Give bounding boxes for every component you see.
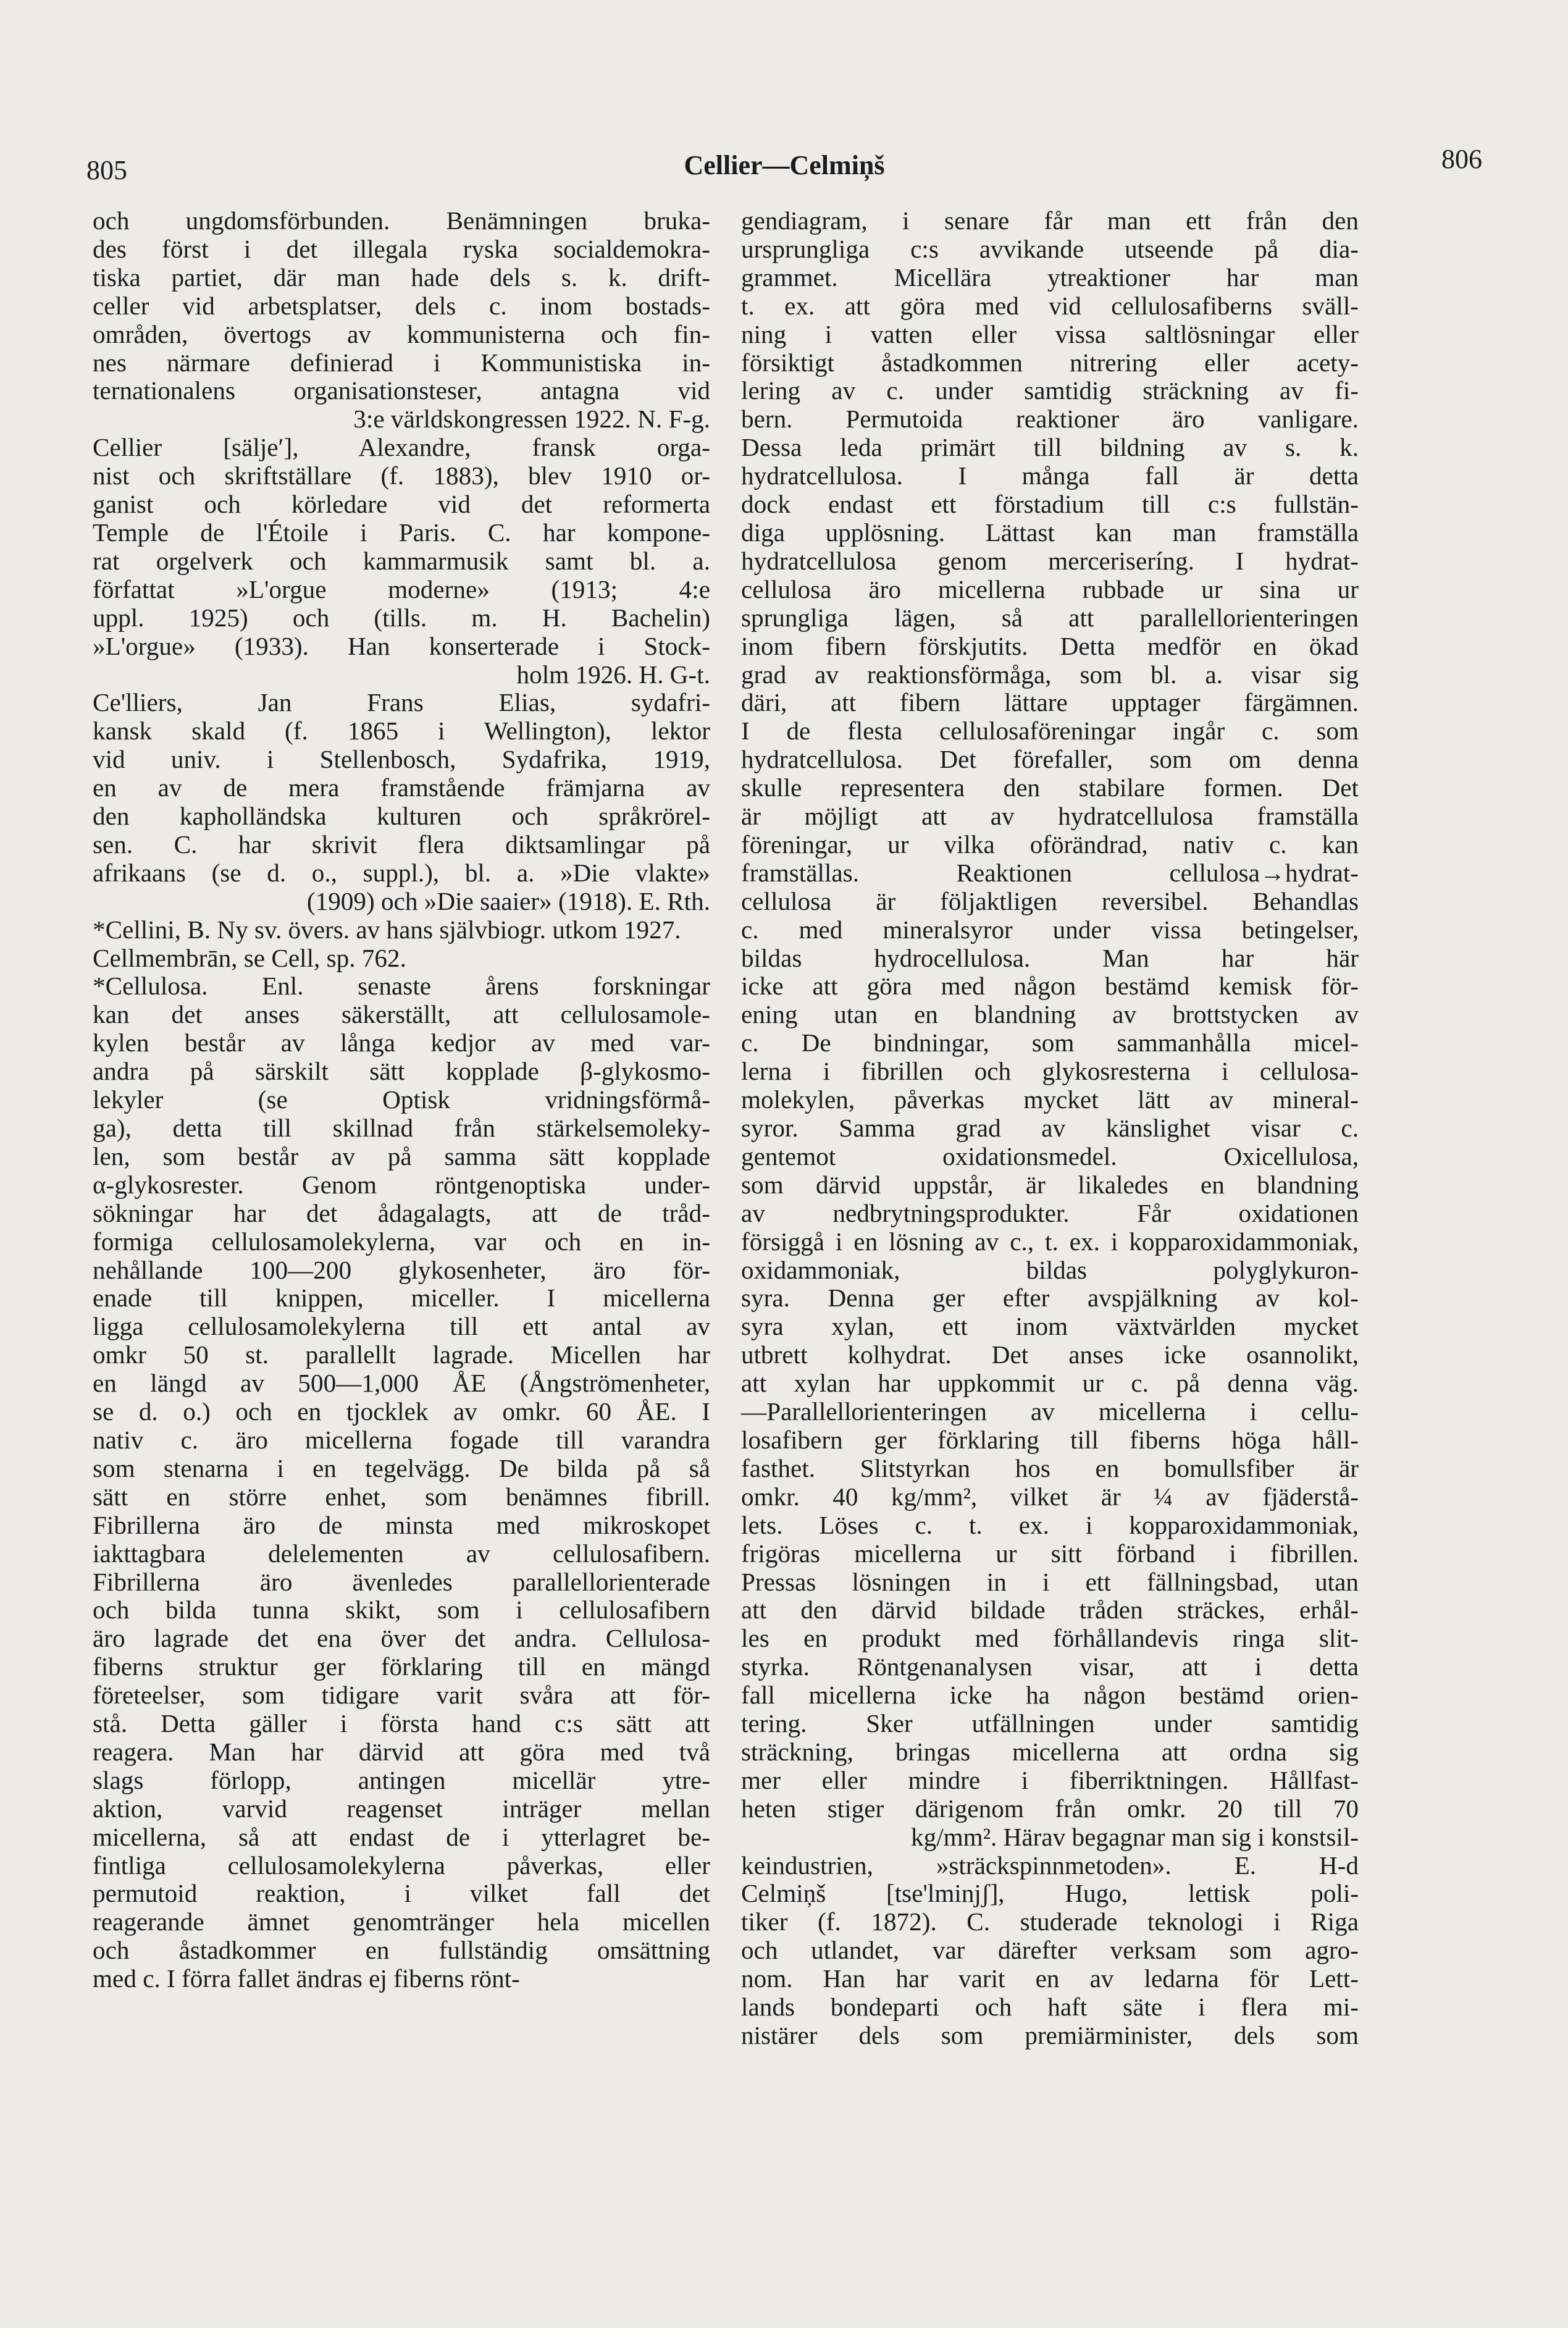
text-line: reagera. Man har därvid att göra med två bbox=[93, 1737, 710, 1766]
text-line: lets. Löses c. t. ex. i kopparoxidammoniak, bbox=[741, 1510, 1359, 1539]
text-line: dock endast ett förstadium till c:s fullstän- bbox=[741, 490, 1359, 519]
text-line: c. De bindningar, som sammanhålla micel- bbox=[741, 1028, 1359, 1057]
text-line: uppl. 1925) och (tills. m. H. Bachelin) bbox=[93, 603, 710, 632]
text-line: av nedbrytningsprodukter. Får oxidationen bbox=[741, 1198, 1359, 1227]
text-line: micellerna, så att endast de i ytterlagret be- bbox=[93, 1822, 710, 1851]
text-line: är möjligt att av hydratcellulosa framställa bbox=[741, 802, 1359, 831]
text-line: ligga cellulosamolekylerna till ett antal av bbox=[93, 1312, 710, 1341]
text-line: och bilda tunna skikt, som i cellulosafibern bbox=[93, 1595, 710, 1624]
text-line: frigöras micellerna ur sitt förband i fibrillen. bbox=[741, 1539, 1359, 1568]
text-line: kylen består av långa kedjor av med var- bbox=[93, 1028, 710, 1057]
text-line: fintliga cellulosamolekylerna påverkas, eller bbox=[93, 1851, 710, 1880]
text-line: heten stiger därigenom från omkr. 20 till 70 bbox=[741, 1794, 1359, 1823]
text-line: cellulosa är följaktligen reversibel. Behandlas bbox=[741, 886, 1359, 915]
text-line: föreningar, ur vilka oförändrad, nativ c. kan bbox=[741, 830, 1359, 859]
text-line: att xylan har uppkommit ur c. på denna väg. bbox=[741, 1369, 1359, 1398]
text-line: lerna i fibrillen och glykosresterna i cellulosa- bbox=[741, 1057, 1359, 1086]
text-line: slags förlopp, antingen micellär ytre- bbox=[93, 1765, 710, 1794]
text-line: fall micellerna icke ha någon bestämd orien- bbox=[741, 1681, 1359, 1710]
text-line: fiberns struktur ger förklaring till en mängd bbox=[93, 1652, 710, 1681]
text-line: som därvid uppstår, är likaledes en blandning bbox=[741, 1170, 1359, 1199]
text-line: holm 1926. H. G-t. bbox=[516, 660, 710, 689]
text-line: framställas. Reaktionen cellulosa→hydrat- bbox=[741, 858, 1359, 887]
text-line: gentemot oxidationsmedel. Oxicellulosa, bbox=[741, 1141, 1359, 1170]
page-header bbox=[86, 143, 1482, 193]
text-line: permutoid reaktion, i vilket fall det bbox=[93, 1879, 710, 1908]
text-line: och åstadkommer en fullständig omsättning bbox=[93, 1936, 710, 1965]
text-line: och ungdomsförbunden. Benämningen bruka- bbox=[93, 206, 710, 235]
text-line: vid univ. i Stellenbosch, Sydafrika, 1919, bbox=[93, 745, 710, 774]
text-line: andra på särskilt sätt kopplade β-glykosmo- bbox=[93, 1057, 710, 1086]
text-line: len, som består av på samma sätt kopplade bbox=[93, 1141, 710, 1170]
text-line: hydratcellulosa genom merceriseríng. I hydrat- bbox=[741, 546, 1359, 575]
text-line: cellulosa äro micellerna rubbade ur sina ur bbox=[741, 574, 1359, 603]
text-line: sökningar har det ådagalagts, att de tråd- bbox=[93, 1198, 710, 1227]
text-line: Pressas lösningen in i ett fällningsbad, utan bbox=[741, 1567, 1359, 1596]
text-line: lering av c. under samtidig sträckning av fi- bbox=[741, 376, 1359, 405]
text-line: aktion, varvid reagenset inträger mellan bbox=[93, 1794, 710, 1823]
text-line: tiska partiet, där man hade dels s. k. drift- bbox=[93, 263, 710, 292]
text-line: I de flesta cellulosaföreningar ingår c. som bbox=[741, 716, 1359, 746]
text-line: syra xylan, ett inom växtvärlden mycket bbox=[741, 1312, 1359, 1341]
text-line: afrikaans (se d. o., suppl.), bl. a. »Die vlakte» bbox=[93, 858, 710, 887]
text-line: sätt en större enhet, som benämnes fibrill. bbox=[93, 1482, 710, 1511]
page-number-right: 806 bbox=[1441, 144, 1482, 174]
text-line: Fibrillerna äro de minsta med mikroskopet bbox=[93, 1510, 710, 1539]
text-line: mer eller mindre i fiberriktningen. Hållfast- bbox=[741, 1765, 1359, 1794]
text-line: med c. I förra fallet ändras ej fiberns rönt- bbox=[93, 1964, 520, 1993]
text-line: diga upplösning. Lättast kan man framställa bbox=[741, 518, 1359, 547]
text-line: Temple de l'Étoile i Paris. C. har kompone- bbox=[93, 518, 710, 547]
text-line: tiker (f. 1872). C. studerade teknologi i Riga bbox=[741, 1907, 1359, 1936]
text-line: inom fibern förskjutits. Detta medför en ökad bbox=[741, 631, 1359, 660]
text-line: losafibern ger förklaring till fiberns höga håll- bbox=[741, 1425, 1359, 1454]
text-line: iakttagbara delelementen av cellulosafibern. bbox=[93, 1539, 710, 1568]
text-line: som stenarna i en tegelvägg. De bilda på så bbox=[93, 1453, 710, 1482]
text-line: sen. C. har skrivit flera diktsamlingar på bbox=[93, 830, 710, 859]
text-line: Dessa leda primärt till bildning av s. k. bbox=[741, 433, 1359, 462]
text-line: företeelser, som tidigare varit svåra att för- bbox=[93, 1681, 710, 1710]
text-line: nist och skriftställare (f. 1883), blev 1910 or- bbox=[93, 461, 710, 490]
text-line: »L'orgue» (1933). Han konserterade i Stock- bbox=[93, 631, 710, 660]
text-line: gendiagram, i senare får man ett från den bbox=[741, 206, 1359, 235]
text-line: grammet. Micellära ytreaktioner har man bbox=[741, 263, 1359, 292]
text-line: nom. Han har varit en av ledarna för Lett- bbox=[741, 1964, 1359, 1993]
text-line: däri, att fibern lättare upptager färgämnen. bbox=[741, 688, 1359, 717]
text-line: *Cellini, B. Ny sv. övers. av hans självbiogr. utkom 1927. bbox=[93, 915, 681, 944]
text-line: utbrett kolhydrat. Det anses icke osannolikt, bbox=[741, 1340, 1359, 1369]
text-line: Cellier [sälje′], Alexandre, fransk orga- bbox=[93, 433, 710, 462]
text-line: och utlandet, var därefter verksam som agro- bbox=[741, 1936, 1359, 1965]
text-line: försiktigt åstadkommen nitrering eller acety- bbox=[741, 348, 1359, 377]
text-line: (1909) och »Die saaier» (1918). E. Rth. bbox=[306, 886, 710, 915]
text-line: tering. Sker utfällningen under samtidig bbox=[741, 1709, 1359, 1738]
text-line: Celmiņš [tse'lminjʃ], Hugo, lettisk poli- bbox=[741, 1879, 1359, 1908]
text-line: författat »L'orgue moderne» (1913; 4:e bbox=[93, 574, 710, 603]
text-line: kansk skald (f. 1865 i Wellington), lektor bbox=[93, 716, 710, 746]
text-line: att den därvid bildade tråden sträckes, erhål- bbox=[741, 1595, 1359, 1624]
text-line: nes närmare definierad i Kommunistiska in- bbox=[93, 348, 710, 377]
text-line: sträckning, bringas micellerna att ordna sig bbox=[741, 1737, 1359, 1766]
text-line: ternationalens organisationsteser, antagna vid bbox=[93, 376, 710, 405]
text-line: äro lagrade det ena över det andra. Cellulosa- bbox=[93, 1624, 710, 1653]
text-line: rat orgelverk och kammarmusik samt bl. a. bbox=[93, 546, 710, 575]
left-column bbox=[93, 207, 710, 1993]
text-line: Cellmembrān, se Cell, sp. 762. bbox=[93, 943, 406, 972]
text-line: Ce'lliers, Jan Frans Elias, sydafri- bbox=[93, 688, 710, 717]
text-line: oxidammoniak, bildas polyglykuron- bbox=[741, 1255, 1359, 1284]
text-line: les en produkt med förhållandevis ringa slit- bbox=[741, 1624, 1359, 1653]
text-line: ning i vatten eller vissa saltlösningar eller bbox=[741, 319, 1359, 348]
text-line: formiga cellulosamolekylerna, var och en in- bbox=[93, 1227, 710, 1256]
text-line: försiggå i en lösning av c., t. ex. i kopparoxidammoniak, bbox=[741, 1227, 1359, 1256]
text-line: grad av reaktionsförmåga, som bl. a. visar sig bbox=[741, 660, 1359, 689]
text-line: en längd av 500—1,000 ÅE (Ångströmenheter, bbox=[93, 1369, 710, 1398]
text-line: omkr 50 st. parallellt lagrade. Micellen har bbox=[93, 1340, 710, 1369]
text-line: —Parallellorienteringen av micellerna i cellu- bbox=[741, 1397, 1359, 1426]
text-line: 3:e världskongressen 1922. N. F-g. bbox=[353, 405, 710, 434]
text-line: ga), detta till skillnad från stärkelsemoleky- bbox=[93, 1114, 710, 1142]
right-column bbox=[741, 207, 1359, 2050]
text-line: fasthet. Slitstyrkan hos en bomullsfiber är bbox=[741, 1453, 1359, 1482]
text-line: hydratcellulosa. Det förefaller, som om denna bbox=[741, 745, 1359, 774]
text-line: ening utan en blandning av brottstycken av bbox=[741, 1000, 1359, 1029]
text-line: molekylen, påverkas mycket lätt av mineral- bbox=[741, 1085, 1359, 1114]
text-line: skulle representera den stabilare formen. Det bbox=[741, 773, 1359, 802]
text-line: enade till knippen, miceller. I micellerna bbox=[93, 1284, 710, 1313]
text-line: nativ c. äro micellerna fogade till varandra bbox=[93, 1425, 710, 1454]
text-line: des först i det illegala ryska socialdemokra- bbox=[93, 234, 710, 263]
text-line: nistärer dels som premiärminister, dels som bbox=[741, 2021, 1359, 2049]
text-line: stå. Detta gäller i första hand c:s sätt att bbox=[93, 1709, 710, 1738]
text-line: den kapholländska kulturen och språkrörel- bbox=[93, 802, 710, 831]
text-line: ursprungliga c:s avvikande utseende på dia- bbox=[741, 234, 1359, 263]
text-line: kg/mm². Härav begagnar man sig i konstsil- bbox=[911, 1822, 1359, 1851]
text-line: c. med mineralsyror under vissa betingelser, bbox=[741, 915, 1359, 944]
page-number-left: 805 bbox=[86, 155, 127, 185]
text-line: sprungliga lägen, så att parallellorienteringen bbox=[741, 603, 1359, 632]
text-line: syra. Denna ger efter avspjälkning av kol- bbox=[741, 1284, 1359, 1313]
text-line: ganist och körledare vid det reformerta bbox=[93, 490, 710, 519]
text-line: icke att göra med någon bestämd kemisk för- bbox=[741, 972, 1359, 1001]
text-line: omkr. 40 kg/mm², vilket är ¼ av fjäderstå- bbox=[741, 1482, 1359, 1511]
text-line: kan det anses säkerställt, att cellulosamole- bbox=[93, 1000, 710, 1029]
text-line: hydratcellulosa. I många fall är detta bbox=[741, 461, 1359, 490]
text-line: syror. Samma grad av känslighet visar c. bbox=[741, 1114, 1359, 1142]
text-line: reagerande ämnet genomtränger hela micellen bbox=[93, 1907, 710, 1936]
text-line: en av de mera framstående främjarna av bbox=[93, 773, 710, 802]
text-line: se d. o.) och en tjocklek av omkr. 60 ÅE. I bbox=[93, 1397, 710, 1426]
text-line: celler vid arbetsplatser, dels c. inom bostads- bbox=[93, 291, 710, 320]
text-line: lekyler (se Optisk vridningsförmå- bbox=[93, 1085, 710, 1114]
text-line: keindustrien, »sträckspinnmetoden». E. H-d bbox=[741, 1851, 1359, 1880]
text-line: lands bondeparti och haft säte i flera mi- bbox=[741, 1993, 1359, 2022]
text-line: nehållande 100—200 glykosenheter, äro för- bbox=[93, 1255, 710, 1284]
text-line: styrka. Röntgenanalysen visar, att i detta bbox=[741, 1652, 1359, 1681]
text-line: *Cellulosa. Enl. senaste årens forskningar bbox=[93, 972, 710, 1001]
text-line: områden, övertogs av kommunisterna och fin- bbox=[93, 319, 710, 348]
running-title: Cellier—Celmiņš bbox=[684, 150, 885, 180]
text-line: bern. Permutoida reaktioner äro vanligare. bbox=[741, 405, 1359, 434]
text-line: Fibrillerna äro ävenledes parallellorienterade bbox=[93, 1567, 710, 1596]
text-line: bildas hydrocellulosa. Man har här bbox=[741, 943, 1359, 972]
text-line: α-glykosrester. Genom röntgenoptiska under- bbox=[93, 1170, 710, 1199]
text-line: t. ex. att göra med vid cellulosafiberns sväll- bbox=[741, 291, 1359, 320]
